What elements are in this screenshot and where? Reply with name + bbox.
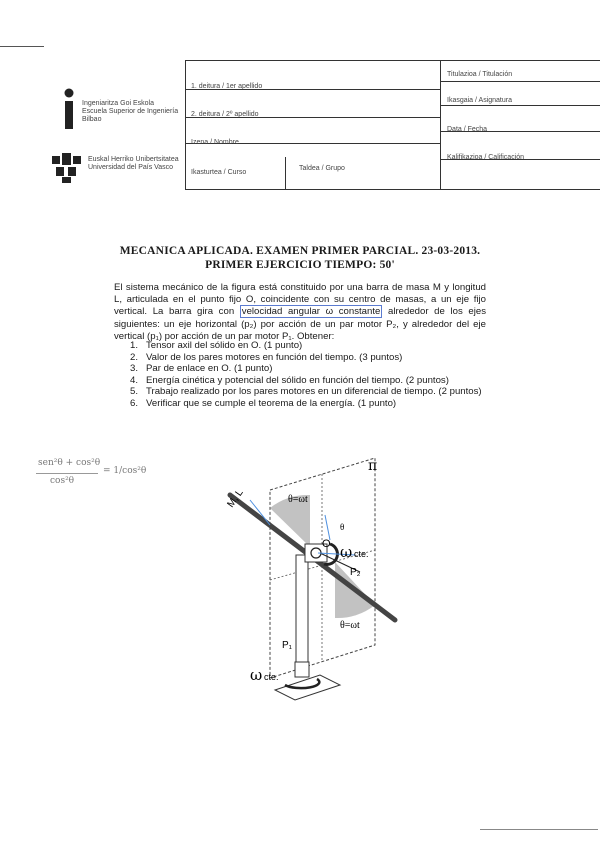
question-item <box>130 363 490 375</box>
question-item <box>130 352 490 364</box>
question-text: Trabajo realizado por los pares motores en un diferencial de tiempo. (2 puntos) <box>146 386 482 398</box>
upv-logo-icon <box>52 153 82 183</box>
form-line <box>440 105 600 106</box>
label-theta-top: θ=ωt <box>288 494 308 505</box>
institution-1-line: Escuela Superior de Ingeniería <box>82 108 179 115</box>
question-text: Energía cinética y potencial del sólido en función del tiempo. (2 puntos) <box>146 374 449 386</box>
form-line <box>440 61 441 189</box>
label-o: O <box>322 538 331 550</box>
question-item <box>130 375 490 387</box>
field-grade[interactable]: Kalifikazioa / Calificación <box>447 154 525 161</box>
form-line <box>185 61 186 189</box>
handwritten-denominator: cos²θ <box>50 476 75 486</box>
field-course[interactable]: Ikasturtea / Curso <box>191 169 247 176</box>
institution-2-line: Universidad del País Vasco <box>88 164 174 171</box>
question-text: Tensor axil del sólido en O. (1 punto) <box>146 340 303 351</box>
field-subject[interactable]: Ikasgaia / Asignatura <box>447 97 512 104</box>
label-cte-bottom: cte. <box>264 672 279 682</box>
question-item <box>130 386 490 398</box>
question-text: Verificar que se cumple el teorema de la energía. (1 punto) <box>146 397 397 409</box>
statement-text: El sistema mecánico de la figura está constituido por una barra de masa M y longitud L, articulada en el punto fijo O, coincidente con su centro de masas, a un eje fijo vertical. La barra gira con <box>114 282 486 318</box>
question-item <box>130 340 490 352</box>
scan-mark-top <box>0 46 44 47</box>
question-list <box>130 340 490 410</box>
field-lastname2[interactable]: 2. deitura / 2º apellido <box>191 111 259 118</box>
question-item <box>130 398 490 410</box>
field-name[interactable]: Izena / Nombre <box>191 139 239 146</box>
student-form <box>185 60 600 189</box>
handwritten-fraction-bar <box>36 473 98 474</box>
field-degree[interactable]: Titulazioa / Titulación <box>447 71 513 78</box>
field-lastname1[interactable]: 1. deitura / 1er apellido <box>191 83 263 90</box>
base-bearing <box>295 662 309 677</box>
exam-title-line2: PRIMER EJERCICIO TIEMPO: 50' <box>205 259 395 271</box>
question-number: 1. <box>130 340 139 351</box>
question-number: 2. <box>130 351 139 363</box>
question-number: 6. <box>130 397 139 409</box>
label-omega-bottom: ω <box>250 666 263 684</box>
field-date[interactable]: Data / Fecha <box>447 126 488 133</box>
institution-2-line: Euskal Herriko Unibertsitatea <box>88 156 179 163</box>
problem-statement <box>114 282 486 343</box>
institution-1-line: Ingeniaritza Goi Eskola <box>82 100 154 107</box>
question-text: Par de enlace en O. (1 punto) <box>146 363 273 375</box>
scan-mark-bottom <box>480 829 598 830</box>
field-group[interactable]: Taldea / Grupo <box>299 165 345 172</box>
question-number: 4. <box>130 374 139 386</box>
institution-2 <box>88 156 179 172</box>
question-number: 3. <box>130 363 139 375</box>
blue-mark <box>325 515 330 540</box>
question-text: Valor de los pares motores en función del tiempo. (3 puntos) <box>146 351 403 363</box>
form-line <box>440 81 600 82</box>
exam-title-line1: MECANICA APLICADA. EXAMEN PRIMER PARCIAL. 23-03-2013. <box>119 245 481 257</box>
label-p1: P₁ <box>282 640 293 651</box>
question-number: 5. <box>130 386 139 398</box>
mechanism-figure <box>190 440 420 720</box>
statement-highlight: velocidad angular ω constante <box>241 306 381 318</box>
handwritten-numerator: sen²θ + cos²θ <box>38 458 101 468</box>
label-theta-bottom: θ=ωt <box>340 620 360 631</box>
ingeniaritza-logo-icon <box>62 88 76 130</box>
label-cte-right: cte. <box>354 549 369 559</box>
label-p2: P₂ <box>350 567 361 578</box>
form-line <box>285 157 286 189</box>
label-omega-right: ω <box>340 543 353 561</box>
handwritten-rhs: = 1/cos²θ <box>103 466 147 476</box>
statement-text: alrededor de los ejes siguientes: un eje horizontal (p₂) por acción de un par motor P₂, y alrededor del eje vertical (p₁) por acción de un par motor P₁. Obtener: <box>114 306 486 342</box>
label-theta: θ <box>340 522 345 532</box>
form-line <box>185 189 600 190</box>
vertical-shaft <box>296 555 308 673</box>
label-ml: M, L <box>225 487 246 510</box>
institution-1-line: Bilbao <box>82 116 102 123</box>
institution-1 <box>82 100 178 124</box>
label-pi: π <box>368 458 378 474</box>
